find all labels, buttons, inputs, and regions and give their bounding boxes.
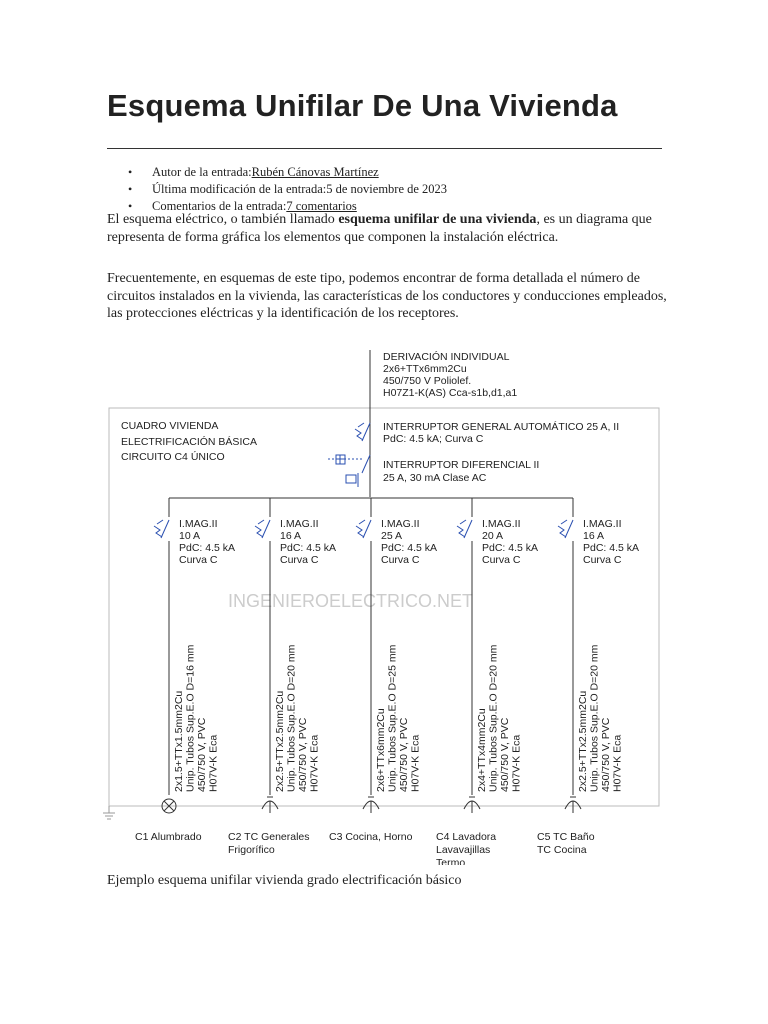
cuadro-line-3: CIRCUITO C4 ÚNICO [121,451,225,463]
circuit-5-label-line-1: C5 TC Baño [537,831,595,843]
circuit-4-label-line-2: Lavavajillas [436,844,491,856]
circuit-1-breaker-line-3: PdC: 4.5 kA [179,542,236,554]
circuit-4-breaker-line-4: Curva C [482,554,521,566]
circuit-1-label [135,831,202,843]
circuit-1-cable-line-3: 450/750 V, PVC [196,717,208,792]
circuit-5-breaker-line-1: I.MAG.II [583,518,622,530]
derivacion-line-3: 450/750 V Poliolef. [383,375,472,387]
unifilar-diagram [100,345,670,865]
post-meta [128,164,447,215]
circuit-5-label-line-2: TC Cocina [537,844,587,856]
diferencial-text [383,459,542,484]
circuit-3-cable-line-1: 2x6+TTx6mm2Cu [375,708,387,792]
circuit-1-breaker-text [179,518,235,566]
circuit-3-breaker-line-1: I.MAG.II [381,518,420,530]
figure-caption: Ejemplo esquema unifilar vivienda grado electrificación básico [107,873,462,888]
intro-text-after: , es un diagrama que representa de forma gráfica los elementos que componen la instalación eléctrica. [107,212,652,245]
circuit-1-label-line-1: C1 Alumbrado [135,831,202,843]
circuit-2-breaker-text [280,518,336,566]
iga-text [383,420,622,445]
circuit-4-breaker-line-2: 20 A [482,530,504,542]
intro-text-bold: esquema unifilar de una vivienda [338,212,537,227]
intro-paragraph [107,211,667,246]
circuit-3-breaker-line-2: 25 A [381,530,403,542]
circuit-3-label [329,831,413,843]
circuit-5-label [537,831,595,856]
circuit-4-label-line-3: Termo [436,857,466,865]
circuit-2-breaker-line-4: Curva C [280,554,319,566]
circuit-4-label-line-1: C4 Lavadora [436,831,497,843]
circuit-3-cable-line-3: 450/750 V, PVC [398,717,410,792]
circuit-1-breaker-line-4: Curva C [179,554,218,566]
circuit-1-breaker-icon [154,520,169,538]
circuit-2-cable-text [274,644,321,792]
circuit-2-cable-line-3: 450/750 V, PVC [297,717,309,792]
circuit-1-cable-line-4: H07V-K Eca [207,734,220,792]
ground-symbol-icon [103,806,115,819]
comments-link[interactable]: 7 comentarios [286,199,357,213]
circuit-5-cable-text [577,644,624,792]
circuit-4-cable-line-4: H07V-K Eca [510,734,523,792]
derivacion-line-2: 2x6+TTx6mm2Cu [383,363,467,375]
circuit-5-cable-line-3: 450/750 V, PVC [600,717,612,792]
differential-icon [328,455,370,487]
circuit-1-cable-line-1: 2x1.5+TTx1.5mm2Cu [173,690,185,792]
circuit-1-breaker-line-2: 10 A [179,530,201,542]
circuit-2-breaker-line-1: I.MAG.II [280,518,319,530]
circuit-3-cable-line-4: H07V-K Eca [409,734,422,792]
cuadro-line-1: CUADRO VIVIENDA [121,420,218,432]
circuit-3-label-line-1: C3 Cocina, Horno [329,831,413,843]
watermark: INGENIEROELECTRICO.NET [228,591,474,611]
iga-breaker-icon [355,423,370,441]
circuit-2-breaker-line-2: 16 A [280,530,302,542]
circuit-3-breaker-text [381,518,437,566]
circuit-4-breaker-text [482,518,538,566]
circuit-2-label-line-2: Frigorífico [228,844,275,856]
circuit-4-breaker-icon [457,520,472,538]
cuadro-text [121,420,259,463]
circuit-5-breaker-icon [558,520,573,538]
meta-modified [128,181,447,198]
meta-modified-label: Última modificación de la entrada: [152,182,327,196]
circuit-5-cable-line-1: 2x2.5+TTx2.5mm2Cu [577,690,589,792]
meta-author-label: Autor de la entrada: [152,165,252,179]
circuit-2-cable-line-1: 2x2.5+TTx2.5mm2Cu [274,690,286,792]
circuit-4-socket-icon [464,797,480,813]
iga-line-2: PdC: 4.5 kA; Curva C [383,433,484,445]
circuits-group [135,498,639,865]
circuit-4-breaker-line-1: I.MAG.II [482,518,521,530]
circuit-2-cable-line-4: H07V-K Eca [308,734,321,792]
circuit-2-breaker-icon [255,520,270,538]
circuit-3-cable-text [375,644,422,792]
author-link[interactable]: Rubén Cánovas Martínez [251,165,379,179]
circuit-5-breaker-line-2: 16 A [583,530,605,542]
circuit-1-cable-line-2: Unip. Tubos Sup.E.O D=16 mm [184,644,197,792]
circuit-5-socket-icon [565,797,581,813]
circuit-3-breaker-line-3: PdC: 4.5 kA [381,542,438,554]
circuit-3-cable-line-2: Unip. Tubos Sup.E.O D=25 mm [386,644,399,792]
circuit-4-breaker-line-3: PdC: 4.5 kA [482,542,539,554]
detail-paragraph: Frecuentemente, en esquemas de este tipo, podemos encontrar de forma detallada el número de circuitos instalados en la vivienda, las características de los conductores y conducciones empleados, las protecciones eléctricas y la identificación de los receptores. [107,271,667,321]
meta-comments-label: Comentarios de la entrada: [152,199,287,213]
iga-line-1: INTERRUPTOR GENERAL AUTOMÁTICO 25 A, II [383,421,620,433]
derivacion-text [383,350,517,399]
derivacion-line-4: H07Z1-K(AS) Cca-s1b,d1,a1 [383,387,518,399]
circuit-4-cable-text [476,644,523,792]
circuit-4-cable-line-2: Unip. Tubos Sup.E.O D=20 mm [487,644,500,792]
circuit-3-socket-icon [363,797,379,813]
circuit-5-cable-line-2: Unip. Tubos Sup.E.O D=20 mm [588,644,601,792]
article-title: Esquema Unifilar De Una Vivienda [107,88,618,123]
derivacion-line-1: DERIVACIÓN INDIVIDUAL [383,351,510,363]
circuit-5-breaker-text [583,518,639,566]
circuit-2-socket-icon [262,797,278,813]
circuit-1-breaker-line-1: I.MAG.II [179,518,218,530]
circuit-5-breaker-line-3: PdC: 4.5 kA [583,542,640,554]
circuit-2-cable-line-2: Unip. Tubos Sup.E.O D=20 mm [285,644,298,792]
intro-text-before: El esquema eléctrico, o también llamado [107,212,339,227]
meta-author [128,164,447,181]
circuit-4-label [436,831,496,865]
circuit-3-breaker-icon [356,520,371,538]
circuit-2-label-line-1: C2 TC Generales [228,831,310,843]
title-divider [107,148,662,149]
diferencial-line-1: INTERRUPTOR DIFERENCIAL II [383,459,540,471]
circuit-5-cable-line-4: H07V-K Eca [611,734,624,792]
circuit-2-breaker-line-3: PdC: 4.5 kA [280,542,337,554]
meta-modified-date: 5 de noviembre de 2023 [326,182,448,196]
circuit-1-cable-text [173,644,220,792]
circuit-5-breaker-line-4: Curva C [583,554,622,566]
cuadro-line-2: ELECTRIFICACIÓN BÁSICA [121,436,257,448]
circuit-4-cable-line-1: 2x4+TTx4mm2Cu [476,708,488,792]
circuit-3-breaker-line-4: Curva C [381,554,420,566]
diferencial-line-2: 25 A, 30 mA Clase AC [383,472,487,484]
circuit-4-cable-line-3: 450/750 V, PVC [499,717,511,792]
circuit-2-label [228,831,310,856]
